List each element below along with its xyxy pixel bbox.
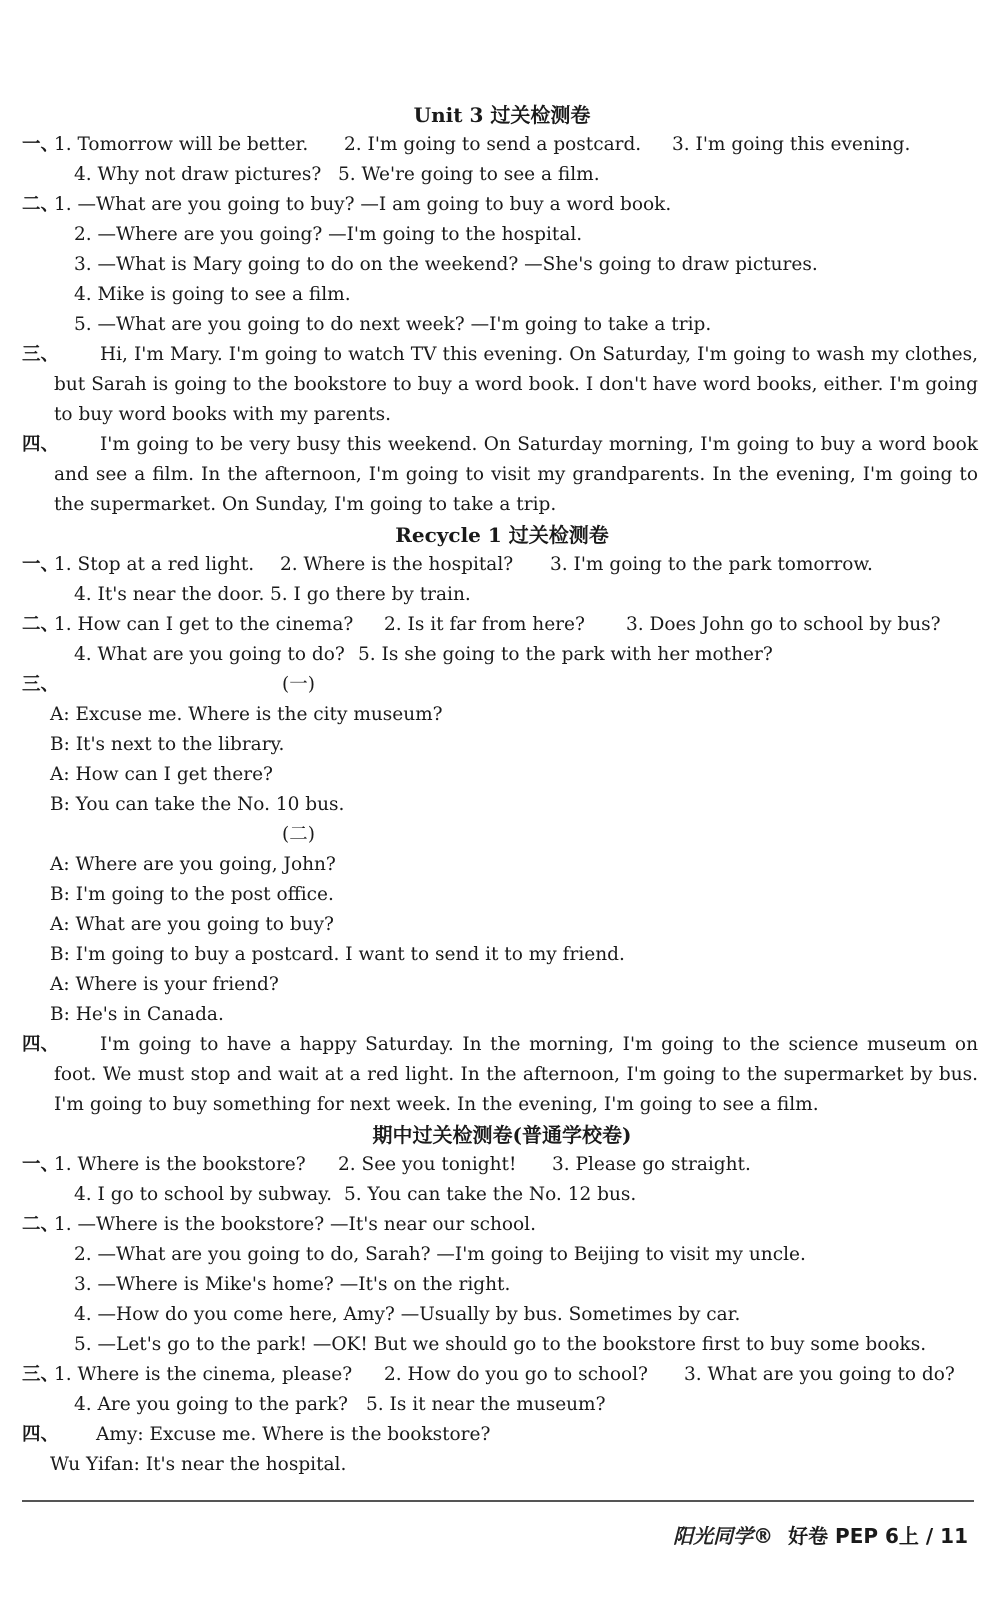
part-label: 四、 (22, 1034, 60, 1055)
page-separator: / (925, 1524, 941, 1548)
answer-item: 3. What are you going to do? (684, 1364, 955, 1385)
footer-rule (22, 1500, 974, 1502)
answer-item: 2. I'm going to send a postcard. (344, 134, 642, 155)
answer-item: 1. —Where is the bookstore? —It's near our school. (54, 1214, 536, 1235)
dialogue-title: (一) (282, 674, 315, 695)
dialogue-line: A: What are you going to buy? (50, 914, 334, 935)
answer-row (22, 550, 982, 580)
answer-item: 3. I'm going this evening. (672, 134, 911, 155)
answer-item: 2. See you tonight! (338, 1154, 517, 1175)
answer-row (22, 220, 982, 250)
answer-row (22, 1270, 982, 1300)
answer-row (22, 610, 982, 640)
dialogue-line: Wu Yifan: It's near the hospital. (50, 1454, 347, 1475)
answer-row (22, 130, 982, 160)
answer-row (22, 250, 982, 280)
part-label: 三、 (22, 344, 60, 365)
dialogue-line: A: How can I get there? (50, 764, 273, 785)
answer-item: 4. —How do you come here, Amy? —Usually by bus. Sometimes by car. (74, 1304, 741, 1325)
answer-row (22, 1420, 982, 1450)
answer-item: 5. —What are you going to do next week? —I'm going to take a trip. (74, 314, 712, 335)
answer-item: 5. We're going to see a film. (338, 164, 600, 185)
answer-row (22, 1360, 982, 1390)
answer-row (22, 1150, 982, 1180)
answer-item: 3. Does John go to school by bus? (626, 614, 941, 635)
answer-item: 4. Are you going to the park? (74, 1394, 348, 1415)
answer-row (22, 670, 982, 700)
answer-row (22, 1300, 982, 1330)
footer-brand (673, 1520, 968, 1549)
answer-item: 4. Why not draw pictures? (74, 164, 322, 185)
answer-item: 3. —What is Mary going to do on the weekend? —She's going to draw pictures. (74, 254, 818, 275)
dialogue-line: A: Where are you going, John? (50, 854, 336, 875)
answer-item: 5. You can take the No. 12 bus. (344, 1184, 637, 1205)
paragraph-text: Hi, I'm Mary. I'm going to watch TV this evening. On Saturday, I'm going to wash my clothes, but Sarah is going to the bookstore to buy a word book. I don't have word books, either. I'm going to buy word books with my parents. (54, 344, 978, 425)
series-name: 好卷 PEP 6上 (788, 1524, 919, 1548)
dialogue-line: B: He's in Canada. (50, 1004, 224, 1025)
section-title-recycle1: Recycle 1 过关检测卷 (395, 523, 609, 547)
answer-item: 3. I'm going to the park tomorrow. (550, 554, 873, 575)
answer-row (22, 1240, 982, 1270)
answer-row (22, 580, 982, 610)
dialogue-line: A: Excuse me. Where is the city museum? (50, 704, 443, 725)
part-label: 四、 (22, 434, 60, 455)
answer-content (22, 100, 982, 1480)
answer-item: 2. Is it far from here? (384, 614, 585, 635)
brand-logo: 阳光同学® (673, 1524, 774, 1548)
answer-item: 5. Is she going to the park with her mother? (358, 644, 773, 665)
answer-item: 3. Please go straight. (552, 1154, 751, 1175)
page-number: 11 (940, 1524, 968, 1548)
part-label: 三、 (22, 1364, 60, 1385)
part-label: 一、 (22, 134, 60, 155)
answer-item: 1. Where is the bookstore? (54, 1154, 306, 1175)
part-label: 一、 (22, 1154, 60, 1175)
dialogue-line: B: I'm going to buy a postcard. I want to send it to my friend. (50, 944, 625, 965)
answer-row (22, 1330, 982, 1360)
answer-item: 1. How can I get to the cinema? (54, 614, 354, 635)
part-label: 一、 (22, 554, 60, 575)
answer-item: 1. Tomorrow will be better. (54, 134, 309, 155)
answer-item: 4. I go to school by subway. (74, 1184, 333, 1205)
dialogue-line: B: It's next to the library. (50, 734, 285, 755)
part-label: 三、 (22, 674, 60, 695)
answer-item: 5. —Let's go to the park! —OK! But we should go to the bookstore first to buy some books. (74, 1334, 927, 1355)
part-label: 二、 (22, 614, 60, 635)
answer-item: 1. Where is the cinema, please? (54, 1364, 353, 1385)
answer-paragraph (22, 1030, 982, 1120)
dialogue-line: B: I'm going to the post office. (50, 884, 334, 905)
dialogue-title: (二) (282, 824, 315, 845)
paragraph-text: I'm going to be very busy this weekend. On Saturday morning, I'm going to buy a word book and see a film. In the afternoon, I'm going to visit my grandparents. In the evening, I'm going to the supermarket. On Sunday, I'm going to take a trip. (54, 434, 978, 515)
answer-item: 4. What are you going to do? (74, 644, 345, 665)
answer-row (22, 190, 982, 220)
answer-row (22, 1180, 982, 1210)
answer-row (22, 640, 982, 670)
answer-row (22, 280, 982, 310)
answer-item: 3. —Where is Mike's home? —It's on the right. (74, 1274, 511, 1295)
section-title-midterm: 期中过关检测卷(普通学校卷) (372, 1123, 632, 1147)
dialogue-line: Amy: Excuse me. Where is the bookstore? (96, 1424, 491, 1445)
section-title-unit3: Unit 3 过关检测卷 (413, 103, 591, 127)
answer-item: 2. —Where are you going? —I'm going to the hospital. (74, 224, 583, 245)
answer-paragraph (22, 340, 982, 430)
answer-item: 5. I go there by train. (270, 584, 471, 605)
answer-item: 1. —What are you going to buy? —I am going to buy a word book. (54, 194, 672, 215)
answer-row (22, 1450, 982, 1480)
part-label: 四、 (22, 1424, 60, 1445)
answer-row (22, 1390, 982, 1420)
answer-item: 5. Is it near the museum? (366, 1394, 606, 1415)
answer-item: 2. Where is the hospital? (280, 554, 514, 575)
part-label: 二、 (22, 194, 60, 215)
answer-row (22, 160, 982, 190)
answer-row (22, 310, 982, 340)
part-label: 二、 (22, 1214, 60, 1235)
answer-item: 1. Stop at a red light. (54, 554, 255, 575)
answer-item: 4. It's near the door. (74, 584, 265, 605)
dialogue-line: A: Where is your friend? (50, 974, 279, 995)
answer-item: 4. Mike is going to see a film. (74, 284, 351, 305)
answer-paragraph (22, 430, 982, 520)
answer-row (22, 820, 982, 850)
answer-item: 2. How do you go to school? (384, 1364, 648, 1385)
paragraph-text: I'm going to have a happy Saturday. In the morning, I'm going to the science museum on foot. We must stop and wait at a red light. In the afternoon, I'm going to the supermarket by bus. I'm going to buy something for next week. In the evening, I'm going to see a film. (54, 1034, 978, 1115)
answer-item: 2. —What are you going to do, Sarah? —I'm going to Beijing to visit my uncle. (74, 1244, 806, 1265)
dialogue-line: B: You can take the No. 10 bus. (50, 794, 345, 815)
answer-row (22, 1210, 982, 1240)
